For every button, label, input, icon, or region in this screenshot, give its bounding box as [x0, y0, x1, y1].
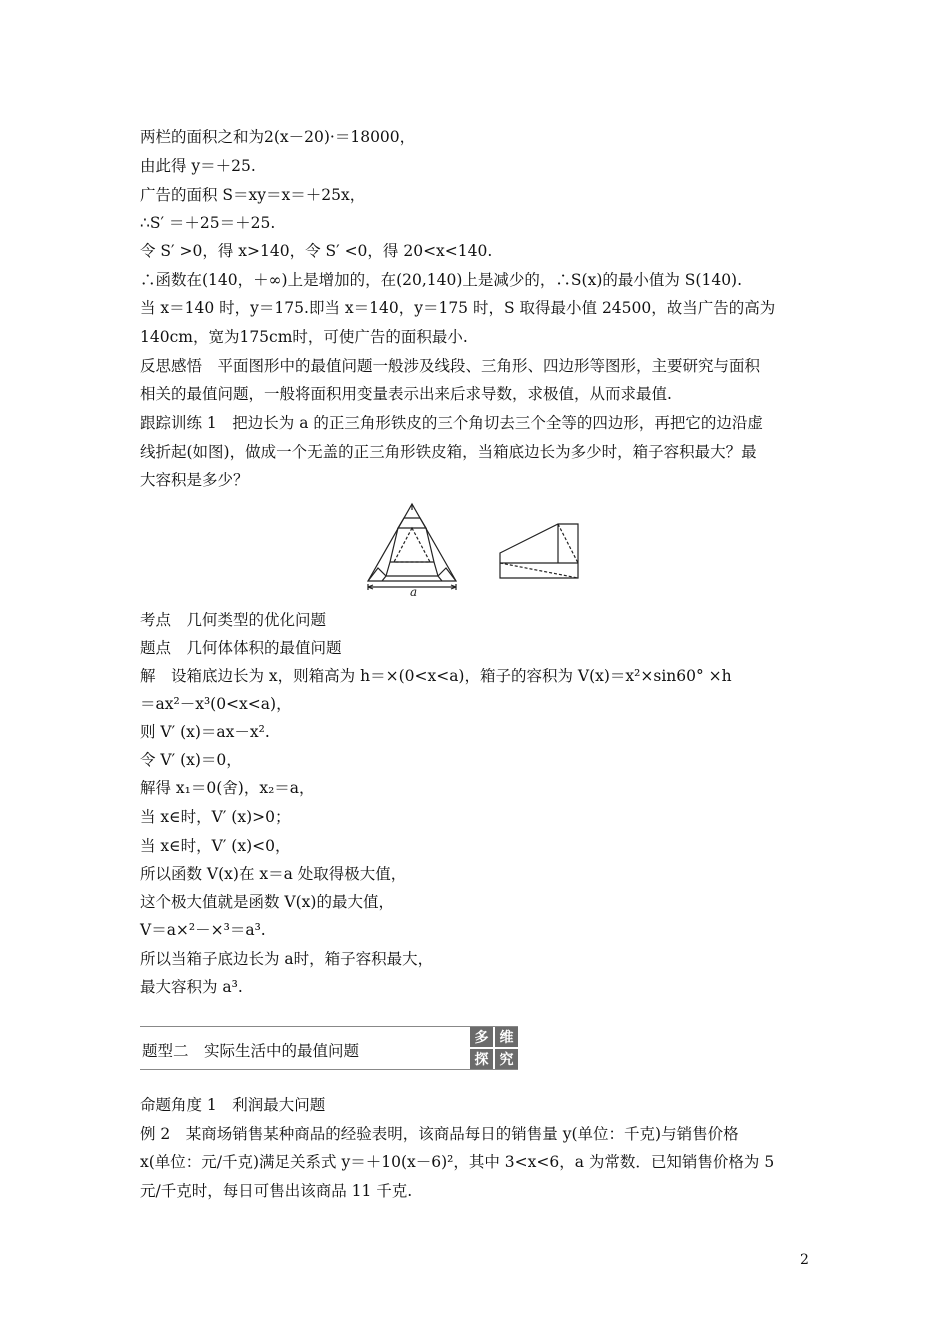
text-line: 令 S′ >0，得 x>140，令 S′ <0，得 20<x<140.: [140, 242, 493, 260]
text-line: 解得 x₁＝0(舍)，x₂＝a，: [140, 779, 315, 797]
badge-char: 探: [470, 1049, 493, 1069]
text-line: 两栏的面积之和为2(x－20)·＝18000，: [140, 128, 416, 146]
badge-char: 究: [495, 1049, 518, 1069]
text-line: 140cm，宽为175cm时，可使广告的面积最小.: [140, 328, 468, 346]
text-line: 考点 几何类型的优化问题: [140, 611, 327, 629]
text-line: ＝ax²－x³(0<x<a)，: [140, 695, 292, 713]
text-line: 线折起(如图)，做成一个无盖的正三角形铁皮箱，当箱底边长为多少时，箱子容积最大？最: [140, 443, 757, 461]
text-line: 所以当箱子底边长为 a时，箱子容积最大，: [140, 950, 434, 968]
text-line: 这个极大值就是函数 V(x)的最大值，: [140, 893, 394, 911]
section-title: 题型二 实际生活中的最值问题: [142, 1042, 360, 1060]
text-line: 由此得 y＝＋25.: [140, 157, 256, 175]
text-line: 反思感悟 平面图形中的最值问题一般涉及线段、三角形、四边形等图形，主要研究与面积: [140, 357, 761, 375]
text-line: 所以函数 V(x)在 x＝a 处取得极大值，: [140, 865, 407, 883]
text-line: 最大容积为 a³.: [140, 978, 243, 996]
text-line: 则 V′ (x)＝ax－x².: [140, 723, 270, 741]
text-line: ∴S′ ＝＋25＝＋25.: [140, 214, 276, 232]
page-number: 2: [800, 1252, 809, 1268]
text-line: 解 设箱底边长为 x，则箱高为 h＝×(0<x<a)，箱子的容积为 V(x)＝x²×sin60° ×h: [140, 667, 732, 685]
figure-label-a: a: [410, 585, 418, 598]
text-line: 当 x∈时，V′ (x)>0；: [140, 808, 291, 826]
text-line: 当 x＝140 时，y＝175.即当 x＝140，y＝175 时，S 取得最小值 24500，故当广告的高为: [140, 299, 776, 317]
text-line: 广告的面积 S＝xy＝x＝＋25x，: [140, 186, 366, 204]
text-line: 题点 几何体体积的最值问题: [140, 639, 342, 657]
section-header: [140, 1026, 518, 1070]
text-line: 元/千克时，每日可售出该商品 11 千克.: [140, 1182, 413, 1200]
text-line: x(单位：元/千克)满足关系式 y＝＋10(x－6)²，其中 3<x<6，a 为常数．已知销售价格为 5: [140, 1153, 775, 1171]
triangle-box-figure: [360, 496, 590, 602]
text-line: 相关的最值问题，一般将面积用变量表示出来后求导数，求极值，从而求最值.: [140, 385, 672, 403]
text-line: ∴函数在(140，＋∞)上是增加的，在(20,140)上是减少的，∴S(x)的最小值为 S(140).: [140, 271, 743, 289]
badge-char: 多: [470, 1027, 493, 1047]
text-line: 例 2 某商场销售某种商品的经验表明，该商品每日的销售量 y(单位：千克)与销售价格: [140, 1125, 739, 1143]
text-line: 命题角度 1 利润最大问题: [140, 1096, 326, 1114]
badge-char: 维: [495, 1027, 518, 1047]
text-line: 当 x∈时，V′ (x)<0，: [140, 837, 291, 855]
text-line: 跟踪训练 1 把边长为 a 的正三角形铁皮的三个角切去三个全等的四边形，再把它的边沿虚: [140, 414, 763, 432]
text-line: 大容积是多少？: [140, 471, 249, 489]
multi-dimension-badge: [470, 1027, 518, 1069]
text-line: V＝a×²－×³＝a³.: [140, 921, 266, 939]
text-line: 令 V′ (x)＝0，: [140, 751, 242, 769]
